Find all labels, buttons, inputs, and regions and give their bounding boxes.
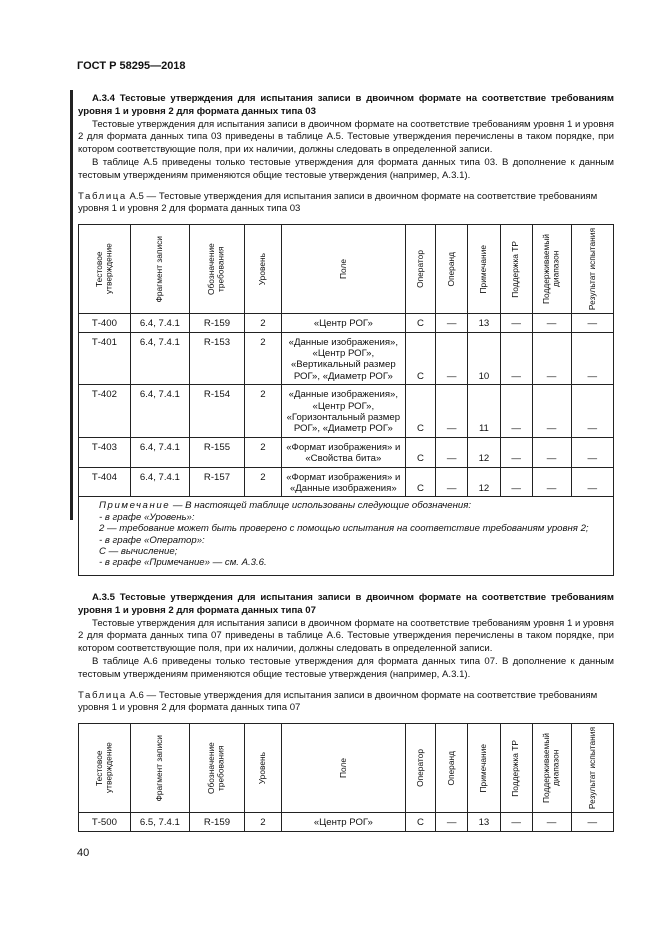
paragraph: В таблице А.5 приведены только тестовые утверждения для формата данных типа 03. В дополнение к данным тестовым утверждениям применяются общие тестовые утверждения (например, А.3.1). [78, 156, 614, 181]
cell-req: R-159 [190, 314, 245, 332]
cell-frag: 6.4, 7.4.1 [130, 467, 189, 497]
cell-field: «Данные изображения», «Центр РОГ», «Горизонтальный размер РОГ», «Диаметр РОГ» [281, 385, 405, 438]
cell-op: С [405, 467, 436, 497]
cell-level: 2 [244, 332, 281, 385]
cell-frag: 6.4, 7.4.1 [130, 385, 189, 438]
cell-note: 12 [468, 437, 501, 467]
paragraph: Тестовые утверждения для испытания записи в двоичном формате на соответствие требованиям уровня 1 и уровня 2 для формата данных типа 03 приведены в таблице А.5. Тестовые утверждения перечислены в таком порядке, при котором соответствующие поля, при их наличии, должны следовать в определенной записи. [78, 118, 614, 156]
table-a6 [78, 723, 614, 831]
paragraph: В таблице А.6 приведены только тестовые утверждения для формата данных типа 07. В дополнение к данным тестовым утверждениям применяются общие тестовые утверждения (например, А.3.1). [78, 655, 614, 680]
page-number: 40 [77, 847, 90, 859]
column-header-label: Оператор [414, 749, 425, 788]
section-heading: А.3.4 Тестовые утверждения для испытания записи в двоичном формате на соответствие требованиям уровня 1 и уровня 2 для формата данных типа 03 [78, 93, 614, 117]
table-header-row [79, 724, 614, 813]
cell-frag: 6.4, 7.4.1 [130, 332, 189, 385]
table-row [79, 332, 614, 385]
column-header-label: Поддерживаемый диапазон [541, 733, 561, 804]
column-header-label: Поддержка ТР [510, 739, 521, 797]
cell-field: «Центр РОГ» [281, 314, 405, 332]
column-header-label: Примечание [478, 244, 489, 294]
cell-range: — [532, 385, 571, 438]
column-header-label: Обозначение требования [206, 742, 226, 795]
column-header [500, 225, 532, 314]
column-header [130, 225, 189, 314]
cell-id: Т-500 [79, 813, 131, 831]
caption-text: А.5 — Тестовые утверждения для испытания записи в двоичном формате на соответствие требованиям уровня 1 и уровня 2 для формата данных типа 03 [78, 190, 598, 215]
cell-result: — [571, 314, 613, 332]
cell-id: Т-404 [79, 467, 131, 497]
table-note-row [79, 497, 614, 575]
cell-range: — [532, 332, 571, 385]
cell-field: «Формат изображения» и «Данные изображения» [281, 467, 405, 497]
cell-req: R-155 [190, 437, 245, 467]
cell-op: С [405, 332, 436, 385]
column-header-label: Фрагмент записи [154, 235, 165, 303]
caption-text: А.6 — Тестовые утверждения для испытания записи в двоичном формате на соответствие требованиям уровня 1 и уровня 2 для формата данных типа 07 [78, 689, 598, 714]
column-header [244, 225, 281, 314]
caption-label: Таблица [78, 689, 127, 701]
note-line: Примечание — В настоящей таблице использованы следующие обозначения: [99, 500, 471, 512]
column-header-label: Уровень [257, 752, 268, 785]
cell-operand: — [436, 467, 468, 497]
column-header [281, 724, 405, 813]
cell-id: Т-401 [79, 332, 131, 385]
note-label: Примечание [99, 500, 171, 512]
cell-tp: — [500, 467, 532, 497]
column-header [130, 724, 189, 813]
cell-range: — [532, 813, 571, 831]
section-heading: А.3.5 Тестовые утверждения для испытания записи в двоичном формате на соответствие требованиям уровня 1 и уровня 2 для формата данных типа 07 [78, 592, 614, 616]
column-header-label: Поддерживаемый диапазон [541, 234, 561, 305]
cell-result: — [571, 813, 613, 831]
cell-result: — [571, 467, 613, 497]
cell-req: R-159 [190, 813, 245, 831]
section-a-3-5 [78, 592, 614, 832]
cell-range: — [532, 467, 571, 497]
cell-op: С [405, 314, 436, 332]
cell-tp: — [500, 813, 532, 831]
table-row [79, 467, 614, 497]
column-header [405, 724, 436, 813]
column-header [571, 225, 613, 314]
note-line: - в графе «Уровень»: [99, 511, 195, 523]
cell-level: 2 [244, 467, 281, 497]
table-row [79, 813, 614, 831]
column-header-label: Результат испытания [586, 727, 597, 810]
column-header-label: Оператор [414, 250, 425, 289]
column-header-label: Уровень [257, 253, 268, 286]
cell-frag: 6.5, 7.4.1 [130, 813, 189, 831]
cell-range: — [532, 437, 571, 467]
column-header [244, 724, 281, 813]
cell-req: R-157 [190, 467, 245, 497]
cell-level: 2 [244, 385, 281, 438]
note-line: С — вычисление; [99, 546, 178, 558]
cell-result: — [571, 385, 613, 438]
column-header [405, 225, 436, 314]
note-line: 2 — требование может быть проверено с помощью испытания на соответствие требованиям уровня 2; [99, 523, 589, 535]
table-header-row [79, 225, 614, 314]
paragraph: Тестовые утверждения для испытания записи в двоичном формате на соответствие требованиям уровня 1 и уровня 2 для формата данных типа 07 приведены в таблице А.6. Тестовые утверждения перечислены в таком порядке, при котором соответствующие поля, при их наличии, должны следовать в определенной записи. [78, 617, 614, 655]
cell-range: — [532, 314, 571, 332]
column-header-label: Тестовое утверждение [93, 742, 114, 794]
column-header-label: Операнд [445, 251, 456, 287]
cell-field: «Центр РОГ» [281, 813, 405, 831]
column-header [500, 724, 532, 813]
cell-operand: — [436, 813, 468, 831]
column-header [571, 724, 613, 813]
revision-margin-bar [70, 90, 73, 520]
table-row [79, 385, 614, 438]
cell-level: 2 [244, 314, 281, 332]
cell-note: 10 [468, 332, 501, 385]
cell-tp: — [500, 437, 532, 467]
cell-req: R-153 [190, 332, 245, 385]
column-header-label: Обозначение требования [206, 243, 226, 296]
cell-tp: — [500, 314, 532, 332]
table-a5 [78, 224, 614, 576]
note-line: - в графе «Примечание» — см. А.3.6. [99, 557, 267, 569]
cell-note: 13 [468, 314, 501, 332]
cell-tp: — [500, 332, 532, 385]
column-header-label: Операнд [445, 750, 456, 786]
column-header [532, 225, 571, 314]
cell-note: 13 [468, 813, 501, 831]
column-header-label: Поле [337, 758, 348, 779]
cell-note: 12 [468, 467, 501, 497]
table-caption [78, 191, 614, 217]
column-header-label: Поле [337, 259, 348, 280]
cell-id: Т-400 [79, 314, 131, 332]
table-note [79, 497, 614, 575]
cell-note: 11 [468, 385, 501, 438]
column-header [468, 225, 501, 314]
column-header-label: Результат испытания [586, 228, 597, 311]
cell-field: «Формат изображения» и «Свойства бита» [281, 437, 405, 467]
page-header: ГОСТ Р 58295—2018 [77, 60, 186, 72]
column-header [532, 724, 571, 813]
cell-id: Т-402 [79, 385, 131, 438]
cell-result: — [571, 332, 613, 385]
column-header [281, 225, 405, 314]
cell-operand: — [436, 314, 468, 332]
column-header [468, 724, 501, 813]
column-header-label: Примечание [478, 743, 489, 793]
column-header [190, 724, 245, 813]
cell-result: — [571, 437, 613, 467]
table-caption [78, 690, 614, 716]
cell-id: Т-403 [79, 437, 131, 467]
column-header-label: Фрагмент записи [154, 734, 165, 802]
column-header [436, 225, 468, 314]
column-header [190, 225, 245, 314]
cell-tp: — [500, 385, 532, 438]
cell-req: R-154 [190, 385, 245, 438]
table-row [79, 437, 614, 467]
cell-level: 2 [244, 813, 281, 831]
note-line: - в графе «Оператор»: [99, 534, 205, 546]
cell-field: «Данные изображения», «Центр РОГ», «Вертикальный размер РОГ», «Диаметр РОГ» [281, 332, 405, 385]
cell-operand: — [436, 385, 468, 438]
caption-label: Таблица [78, 190, 127, 202]
cell-op: С [405, 813, 436, 831]
cell-operand: — [436, 332, 468, 385]
cell-op: С [405, 437, 436, 467]
cell-frag: 6.4, 7.4.1 [130, 437, 189, 467]
column-header [436, 724, 468, 813]
cell-level: 2 [244, 437, 281, 467]
column-header-label: Тестовое утверждение [93, 243, 114, 295]
column-header [79, 225, 131, 314]
section-a-3-4 [78, 93, 614, 576]
cell-frag: 6.4, 7.4.1 [130, 314, 189, 332]
cell-operand: — [436, 437, 468, 467]
column-header-label: Поддержка ТР [510, 240, 521, 298]
table-row [79, 314, 614, 332]
cell-op: С [405, 385, 436, 438]
column-header [79, 724, 131, 813]
